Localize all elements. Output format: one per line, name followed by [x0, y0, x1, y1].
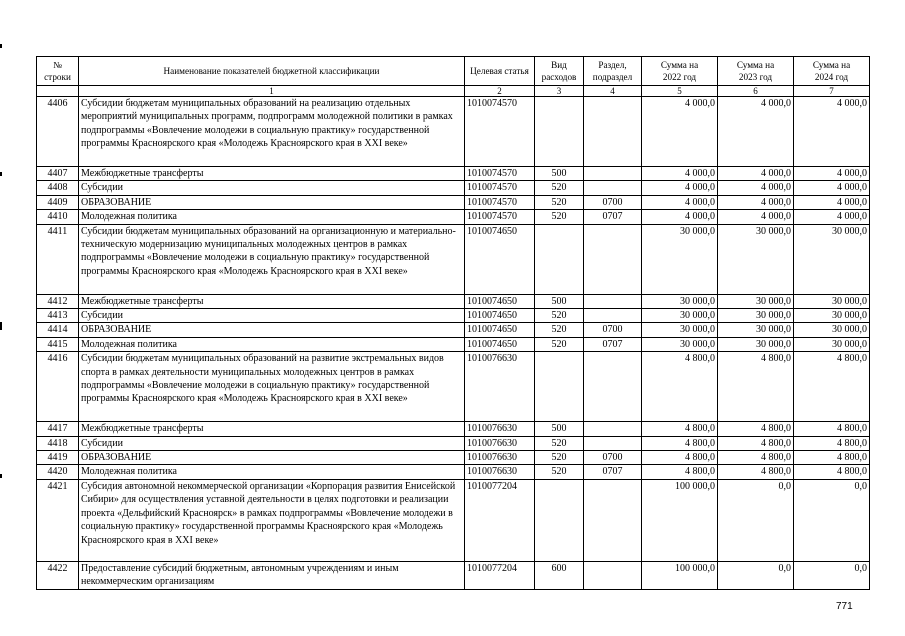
row-number-cell: 4422 [37, 561, 79, 589]
row-name-cell: Субсидии бюджетам муниципальных образований на организационную и материально-техническую модернизацию муниципальных молодежных центров в рамках подпрограммы «Вовлечение молодежи в социальную практику» государственной программы Красноярского края «Молодежь Красноярского края в XXI веке» [79, 224, 465, 294]
column-number: 5 [642, 86, 718, 97]
row-kind-cell: 500 [535, 167, 584, 181]
header-target: Целевая статья [465, 57, 535, 86]
row-section-cell: 0707 [584, 465, 642, 479]
row-name-cell: Субсидии [79, 181, 465, 195]
budget-table [36, 56, 870, 590]
margin-mark [0, 172, 2, 176]
row-sum-2024-cell: 4 800,0 [794, 422, 870, 436]
row-sum-2022-cell: 4 000,0 [642, 195, 718, 209]
row-section-cell [584, 97, 642, 167]
row-kind-cell: 520 [535, 309, 584, 323]
row-sum-2023-cell: 4 800,0 [718, 436, 794, 450]
row-kind-cell: 500 [535, 422, 584, 436]
row-sum-2023-cell: 4 000,0 [718, 97, 794, 167]
row-number-cell: 4415 [37, 337, 79, 351]
table-row [37, 195, 870, 209]
row-sum-2024-cell: 0,0 [794, 479, 870, 561]
row-sum-2022-cell: 4 800,0 [642, 465, 718, 479]
row-sum-2024-cell: 4 800,0 [794, 451, 870, 465]
row-target-cell: 1010074570 [465, 181, 535, 195]
row-number-cell: 4412 [37, 294, 79, 308]
row-number-cell: 4418 [37, 436, 79, 450]
row-sum-2023-cell: 0,0 [718, 561, 794, 589]
row-section-cell: 0700 [584, 323, 642, 337]
row-name-cell: Субсидии [79, 436, 465, 450]
row-target-cell: 1010074650 [465, 309, 535, 323]
row-section-cell [584, 352, 642, 422]
header-section: Раздел, подраздел [584, 57, 642, 86]
row-name-cell: Молодежная политика [79, 465, 465, 479]
row-name-cell: Межбюджетные трансферты [79, 294, 465, 308]
row-name-cell: Молодежная политика [79, 210, 465, 224]
row-target-cell: 1010076630 [465, 436, 535, 450]
row-target-cell: 1010074570 [465, 97, 535, 167]
row-kind-cell [535, 352, 584, 422]
row-sum-2023-cell: 4 800,0 [718, 465, 794, 479]
row-number-cell: 4407 [37, 167, 79, 181]
row-number-cell: 4408 [37, 181, 79, 195]
row-kind-cell: 520 [535, 195, 584, 209]
row-target-cell: 1010074650 [465, 337, 535, 351]
table-row [37, 210, 870, 224]
row-kind-cell: 520 [535, 337, 584, 351]
row-name-cell: ОБРАЗОВАНИЕ [79, 451, 465, 465]
row-sum-2024-cell: 4 800,0 [794, 465, 870, 479]
row-kind-cell: 600 [535, 561, 584, 589]
row-number-cell: 4420 [37, 465, 79, 479]
row-sum-2024-cell: 4 800,0 [794, 436, 870, 450]
row-sum-2024-cell: 30 000,0 [794, 309, 870, 323]
header-sum-2022: Сумма на 2022 год [642, 57, 718, 86]
row-sum-2024-cell: 30 000,0 [794, 294, 870, 308]
row-section-cell [584, 224, 642, 294]
row-sum-2023-cell: 4 000,0 [718, 195, 794, 209]
row-name-cell: Межбюджетные трансферты [79, 422, 465, 436]
row-kind-cell: 520 [535, 323, 584, 337]
row-sum-2022-cell: 30 000,0 [642, 323, 718, 337]
row-section-cell [584, 294, 642, 308]
row-number-cell: 4419 [37, 451, 79, 465]
table-row [37, 224, 870, 294]
table-row [37, 436, 870, 450]
column-number: 4 [584, 86, 642, 97]
table-row [37, 337, 870, 351]
page-number: 771 [836, 601, 853, 612]
row-target-cell: 1010077204 [465, 561, 535, 589]
row-kind-cell [535, 97, 584, 167]
row-section-cell [584, 181, 642, 195]
row-sum-2022-cell: 4 800,0 [642, 436, 718, 450]
row-sum-2023-cell: 30 000,0 [718, 309, 794, 323]
column-number: 3 [535, 86, 584, 97]
row-sum-2023-cell: 30 000,0 [718, 294, 794, 308]
row-section-cell [584, 167, 642, 181]
row-target-cell: 1010074570 [465, 167, 535, 181]
row-sum-2023-cell: 30 000,0 [718, 323, 794, 337]
row-target-cell: 1010076630 [465, 451, 535, 465]
row-name-cell: Молодежная политика [79, 337, 465, 351]
column-number: 2 [465, 86, 535, 97]
table-row [37, 167, 870, 181]
row-number-cell: 4421 [37, 479, 79, 561]
row-sum-2022-cell: 4 800,0 [642, 451, 718, 465]
row-sum-2022-cell: 30 000,0 [642, 294, 718, 308]
table-row [37, 422, 870, 436]
row-section-cell: 0707 [584, 337, 642, 351]
row-sum-2022-cell: 4 000,0 [642, 167, 718, 181]
row-kind-cell [535, 479, 584, 561]
row-kind-cell: 520 [535, 210, 584, 224]
row-sum-2022-cell: 30 000,0 [642, 337, 718, 351]
column-number: 1 [79, 86, 465, 97]
row-target-cell: 1010076630 [465, 352, 535, 422]
row-sum-2024-cell: 4 000,0 [794, 181, 870, 195]
row-sum-2024-cell: 30 000,0 [794, 337, 870, 351]
row-sum-2023-cell: 30 000,0 [718, 337, 794, 351]
row-sum-2024-cell: 4 000,0 [794, 97, 870, 167]
row-sum-2022-cell: 4 800,0 [642, 422, 718, 436]
margin-mark [0, 474, 2, 478]
row-section-cell: 0707 [584, 210, 642, 224]
row-sum-2023-cell: 4 000,0 [718, 167, 794, 181]
row-sum-2024-cell: 4 800,0 [794, 352, 870, 422]
table-header-row [37, 57, 870, 86]
row-sum-2022-cell: 4 000,0 [642, 181, 718, 195]
column-numbers-row [37, 86, 870, 97]
table-row [37, 309, 870, 323]
row-name-cell: ОБРАЗОВАНИЕ [79, 323, 465, 337]
row-sum-2022-cell: 4 800,0 [642, 352, 718, 422]
header-sum-2023: Сумма на 2023 год [718, 57, 794, 86]
row-sum-2022-cell: 4 000,0 [642, 210, 718, 224]
row-sum-2022-cell: 4 000,0 [642, 97, 718, 167]
row-number-cell: 4417 [37, 422, 79, 436]
row-target-cell: 1010077204 [465, 479, 535, 561]
row-name-cell: Предоставление субсидий бюджетным, автономным учреждениям и иным некоммерческим организациям [79, 561, 465, 589]
row-kind-cell: 520 [535, 436, 584, 450]
row-section-cell [584, 309, 642, 323]
row-sum-2024-cell: 30 000,0 [794, 323, 870, 337]
header-kind: Вид расходов [535, 57, 584, 86]
row-name-cell: ОБРАЗОВАНИЕ [79, 195, 465, 209]
row-sum-2024-cell: 0,0 [794, 561, 870, 589]
row-target-cell: 1010076630 [465, 465, 535, 479]
row-sum-2024-cell: 30 000,0 [794, 224, 870, 294]
row-sum-2024-cell: 4 000,0 [794, 210, 870, 224]
row-number-cell: 4414 [37, 323, 79, 337]
row-section-cell: 0700 [584, 451, 642, 465]
header-name: Наименование показателей бюджетной классификации [79, 57, 465, 86]
row-number-cell: 4416 [37, 352, 79, 422]
table-row [37, 561, 870, 589]
row-number-cell: 4413 [37, 309, 79, 323]
row-sum-2022-cell: 100 000,0 [642, 561, 718, 589]
row-target-cell: 1010074570 [465, 195, 535, 209]
table-row [37, 181, 870, 195]
row-target-cell: 1010074650 [465, 224, 535, 294]
row-number-cell: 4409 [37, 195, 79, 209]
row-number-cell: 4411 [37, 224, 79, 294]
row-number-cell: 4406 [37, 97, 79, 167]
row-kind-cell: 520 [535, 465, 584, 479]
row-sum-2022-cell: 100 000,0 [642, 479, 718, 561]
row-sum-2023-cell: 4 000,0 [718, 210, 794, 224]
table-row [37, 294, 870, 308]
row-section-cell [584, 479, 642, 561]
row-sum-2024-cell: 4 000,0 [794, 195, 870, 209]
row-section-cell [584, 561, 642, 589]
row-kind-cell [535, 224, 584, 294]
table-row [37, 97, 870, 167]
row-section-cell [584, 422, 642, 436]
row-name-cell: Субсидии бюджетам муниципальных образований на развитие экстремальных видов спорта в рамках деятельности муниципальных молодежных центров в рамках подпрограммы «Вовлечение молодежи в социальную практику» государственной программы Красноярского края «Молодежь Красноярского края в XXI веке» [79, 352, 465, 422]
column-number: 6 [718, 86, 794, 97]
row-sum-2022-cell: 30 000,0 [642, 224, 718, 294]
row-sum-2023-cell: 4 800,0 [718, 451, 794, 465]
row-target-cell: 1010074650 [465, 294, 535, 308]
row-name-cell: Субсидия автономной некоммерческой организации «Корпорация развития Енисейской Сибири» для осуществления уставной деятельности в целях подготовки и реализации проекта «Дельфийский Красноярск» в рамках подпрограммы «Вовлечение молодежи в социальную практику» государственной программы Красноярского края «Молодежь Красноярского края в XXI веке» [79, 479, 465, 561]
row-sum-2023-cell: 4 800,0 [718, 352, 794, 422]
column-number [37, 86, 79, 97]
row-sum-2023-cell: 4 800,0 [718, 422, 794, 436]
header-sum-2024: Сумма на 2024 год [794, 57, 870, 86]
row-sum-2022-cell: 30 000,0 [642, 309, 718, 323]
table-row [37, 451, 870, 465]
header-row-number: № строки [37, 57, 79, 86]
margin-mark [0, 44, 2, 48]
row-name-cell: Субсидии [79, 309, 465, 323]
row-target-cell: 1010076630 [465, 422, 535, 436]
table-row [37, 465, 870, 479]
row-sum-2023-cell: 4 000,0 [718, 181, 794, 195]
row-sum-2024-cell: 4 000,0 [794, 167, 870, 181]
row-name-cell: Субсидии бюджетам муниципальных образований на реализацию отдельных мероприятий муниципальных программ, подпрограмм молодежной политики в рамках подпрограммы «Вовлечение молодежи в социальную практику» государственной программы Красноярского края «Молодежь Красноярского края в XXI веке» [79, 97, 465, 167]
column-number: 7 [794, 86, 870, 97]
row-sum-2023-cell: 30 000,0 [718, 224, 794, 294]
margin-mark [0, 322, 2, 330]
row-section-cell: 0700 [584, 195, 642, 209]
table-row [37, 479, 870, 561]
row-target-cell: 1010074650 [465, 323, 535, 337]
row-kind-cell: 500 [535, 294, 584, 308]
row-section-cell [584, 436, 642, 450]
row-target-cell: 1010074570 [465, 210, 535, 224]
row-name-cell: Межбюджетные трансферты [79, 167, 465, 181]
table-row [37, 352, 870, 422]
table-row [37, 323, 870, 337]
table-body [37, 97, 870, 590]
row-kind-cell: 520 [535, 451, 584, 465]
row-number-cell: 4410 [37, 210, 79, 224]
row-sum-2023-cell: 0,0 [718, 479, 794, 561]
row-kind-cell: 520 [535, 181, 584, 195]
